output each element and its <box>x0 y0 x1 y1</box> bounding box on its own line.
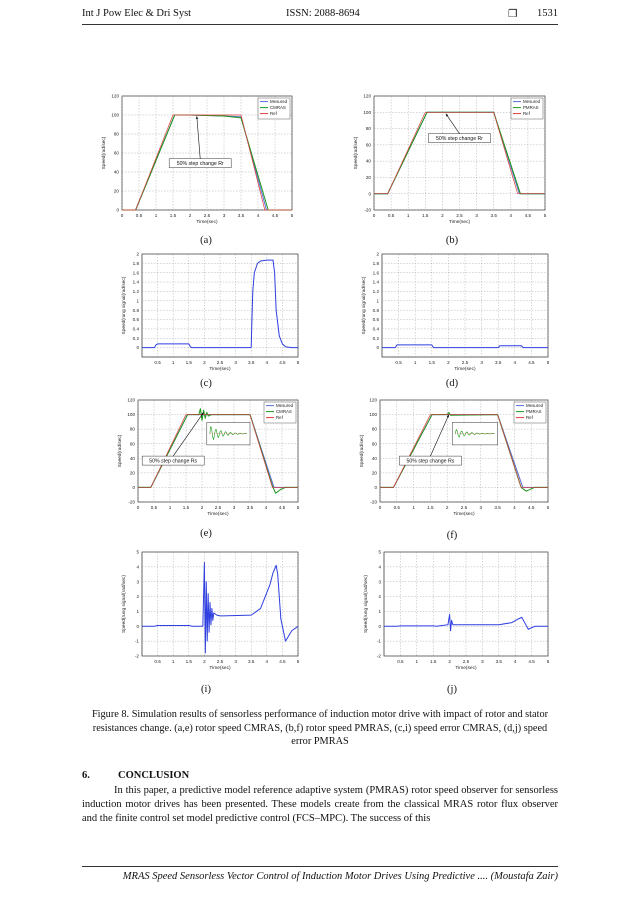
x-tick-label: 1.5 <box>428 360 435 365</box>
chart-j <box>354 548 552 676</box>
figure-caption: Figure 8. Simulation results of sensorless performance of induction motor drive with impact of rotor and stator resistances change. (a,e) rotor speed CMRAS, (b,f) rotor speed PMRAS, (c,i) speed error CMRAS, (d,j) speed error PMRAS <box>91 709 549 747</box>
y-axis-label: Speed(rad/sec) <box>360 434 365 468</box>
x-tick-label: 1 <box>412 505 415 510</box>
y-tick-label: 0.8 <box>132 307 139 313</box>
y-tick-label: 40 <box>371 455 377 461</box>
y-tick-label: 1.6 <box>132 270 139 276</box>
legend-entry: Ref <box>276 415 283 420</box>
y-tick-label: 120 <box>363 93 371 99</box>
chart-panel-e <box>112 396 302 524</box>
x-tick-label: 5 <box>296 360 300 365</box>
y-tick-label: 20 <box>365 175 371 181</box>
running-header <box>82 8 558 24</box>
x-tick-label: 4.5 <box>528 360 535 365</box>
x-axis-label: Time(sec) <box>207 512 229 517</box>
panel-label-b: (b) <box>445 235 459 246</box>
x-tick-label: 0.5 <box>135 213 143 218</box>
y-tick-label: 1.4 <box>372 279 379 285</box>
x-tick-label: 3.5 <box>248 360 255 365</box>
y-tick-label: 0 <box>136 345 139 351</box>
y-tick-label: 1.8 <box>132 260 139 266</box>
header-rule <box>82 24 558 25</box>
x-tick-label: 0.5 <box>395 360 402 365</box>
y-tick-label: -2 <box>134 653 139 659</box>
journal-name: Int J Pow Elec & Dri Syst <box>82 8 192 19</box>
chart-panel-j <box>354 548 552 676</box>
chart-e <box>112 396 302 524</box>
x-tick-label: 5 <box>296 659 300 664</box>
chart-i <box>112 548 302 676</box>
chart-c <box>112 250 302 375</box>
x-tick-label: 0 <box>120 213 124 218</box>
x-tick-label: 3.5 <box>490 213 497 218</box>
y-tick-label: 4 <box>136 564 139 570</box>
x-tick-label: 3 <box>234 360 237 365</box>
x-tick-label: 0 <box>378 505 382 510</box>
chart-a <box>96 92 296 232</box>
x-tick-label: 2.5 <box>456 213 463 218</box>
y-tick-label: 2 <box>136 251 139 257</box>
x-tick-label: 3 <box>479 505 483 510</box>
legend-entry: PMRAS <box>526 409 542 414</box>
x-tick-label: 1.5 <box>169 213 177 218</box>
x-tick-label: 2 <box>445 505 449 510</box>
x-tick-label: 0.5 <box>387 213 395 218</box>
y-tick-label: 5 <box>378 549 381 555</box>
x-tick-label: 2 <box>200 505 204 510</box>
panel-label-d: (d) <box>445 378 459 389</box>
x-tick-label: 1 <box>415 659 419 664</box>
y-tick-label: 0.2 <box>132 335 139 341</box>
x-tick-label: 4.5 <box>528 659 535 664</box>
x-axis-label: Time(sec) <box>196 220 218 225</box>
y-tick-label: 0.4 <box>132 326 139 332</box>
x-tick-label: 4 <box>265 360 269 365</box>
y-tick-label: 40 <box>365 158 371 164</box>
y-tick-label: 0.4 <box>372 326 379 332</box>
y-tick-label: 1 <box>378 609 381 615</box>
x-tick-label: 3.5 <box>495 659 502 664</box>
x-tick-label: 3 <box>234 659 237 664</box>
chart-panel-f <box>354 396 552 524</box>
y-tick-label: 2 <box>376 251 379 257</box>
y-tick-label: 5 <box>136 549 139 555</box>
legend-entry: Ref <box>270 111 277 116</box>
x-tick-label: 2 <box>188 213 192 218</box>
x-tick-label: 1 <box>413 360 417 365</box>
x-axis-label: Time(sec) <box>209 666 231 671</box>
y-tick-label: 1 <box>136 298 139 304</box>
x-tick-label: 4 <box>513 360 517 365</box>
y-tick-label: -1 <box>134 638 139 644</box>
y-tick-label: 0 <box>368 191 371 197</box>
panel-label-f: (f) <box>446 530 458 541</box>
y-tick-label: 1 <box>136 609 139 615</box>
x-tick-label: 1.5 <box>182 505 190 510</box>
y-tick-label: 60 <box>371 441 377 447</box>
y-tick-label: 1.2 <box>132 289 139 295</box>
y-tick-label: 20 <box>113 188 119 194</box>
x-tick-label: 5 <box>290 213 294 218</box>
x-tick-label: 0.5 <box>154 659 161 664</box>
y-tick-label: 0 <box>376 345 379 351</box>
legend-entry: CMRAS <box>276 409 292 414</box>
y-tick-label: 0.2 <box>372 335 379 341</box>
y-tick-label: 100 <box>363 109 371 115</box>
y-tick-label: 0 <box>116 207 119 213</box>
y-tick-label: 80 <box>365 126 371 132</box>
x-axis-label: Time(sec) <box>209 367 231 372</box>
x-axis-label: Time(sec) <box>455 666 477 671</box>
y-axis-label: Speed(rung signal(rad/sec) <box>122 276 127 335</box>
x-tick-label: 2.5 <box>462 659 470 664</box>
x-tick-label: 2 <box>441 213 444 218</box>
x-tick-label: 1.5 <box>422 213 429 218</box>
y-axis-label: Speed(rung signal(rad/sec) <box>362 276 367 335</box>
y-tick-label: 80 <box>113 131 119 137</box>
x-tick-label: 4 <box>513 505 516 510</box>
x-tick-label: 0.5 <box>397 659 404 664</box>
y-tick-label: 100 <box>111 112 119 118</box>
x-tick-label: 3.5 <box>494 505 501 510</box>
y-tick-label: 20 <box>129 470 135 476</box>
panel-label-j: (j) <box>447 684 457 695</box>
y-tick-label: 3 <box>378 579 381 585</box>
legend-entry: PMRAS <box>523 105 539 110</box>
x-tick-label: 3 <box>232 505 236 510</box>
x-tick-label: 3.5 <box>495 360 502 365</box>
x-tick-label: 3 <box>475 213 478 218</box>
y-axis-label: Speed(rad/sec) <box>102 136 107 170</box>
x-tick-label: 4.5 <box>279 360 286 365</box>
x-tick-label: 4.5 <box>528 505 535 510</box>
x-tick-label: 1.5 <box>185 659 192 664</box>
y-tick-label: 1.2 <box>372 289 379 295</box>
annotation-text: 50% step change Rr <box>176 161 224 168</box>
x-tick-label: 5 <box>546 659 550 664</box>
x-tick-label: 2.5 <box>216 360 224 365</box>
x-tick-label: 5 <box>546 505 550 510</box>
x-tick-label: 4.5 <box>279 659 286 664</box>
y-tick-label: 120 <box>127 397 135 403</box>
y-tick-label: 2 <box>136 594 139 600</box>
x-tick-label: 1 <box>171 659 175 664</box>
y-tick-label: 0 <box>374 485 377 491</box>
chart-f <box>354 396 552 524</box>
panel-label-c: (c) <box>200 378 212 389</box>
x-tick-label: 4 <box>509 213 513 218</box>
y-tick-label: 1.4 <box>132 279 139 285</box>
running-footer: MRAS Speed Sensorless Vector Control of Induction Motor Drives Using Predictive .... (Moustafa Zair) <box>82 866 558 882</box>
page-number: 1531 <box>537 8 558 19</box>
y-tick-label: 100 <box>127 412 135 418</box>
legend-entry: Mesured <box>270 99 288 104</box>
x-tick-label: 2.5 <box>214 505 222 510</box>
y-tick-label: -20 <box>128 499 135 505</box>
section-title: CONCLUSION <box>118 770 190 781</box>
issn: ISSN: 2088-8694 <box>286 8 360 19</box>
x-tick-label: 3 <box>481 659 484 664</box>
y-tick-label: 60 <box>113 150 119 156</box>
chart-panel-i <box>112 548 302 676</box>
x-axis-label: Time(sec) <box>454 367 476 372</box>
x-tick-label: 3.5 <box>248 659 255 664</box>
x-tick-label: 1.5 <box>185 360 192 365</box>
y-tick-label: 0.6 <box>132 317 139 323</box>
y-tick-label: 60 <box>365 142 371 148</box>
y-tick-label: -2 <box>376 653 381 659</box>
panel-label-i: (i) <box>201 684 211 695</box>
y-tick-label: 120 <box>111 93 119 99</box>
legend-entry: Mesured <box>276 403 294 408</box>
chart-panel-d <box>352 250 552 375</box>
y-tick-label: 80 <box>371 426 377 432</box>
legend-entry: CMRAS <box>270 105 286 110</box>
y-tick-label: 2 <box>378 594 381 600</box>
x-tick-label: 2 <box>447 360 450 365</box>
section-number: 6. <box>82 770 90 781</box>
x-tick-label: 4.5 <box>278 505 286 510</box>
y-axis-label: Speed(rung signal(rad/sec) <box>364 575 369 633</box>
x-tick-label: 0 <box>136 505 140 510</box>
y-axis-label: Speed(rad/sec) <box>354 136 359 170</box>
x-tick-label: 3.5 <box>237 213 245 218</box>
y-axis-label: Speed(rung signal(rad/sec) <box>122 575 127 633</box>
x-axis-label: Time(sec) <box>448 220 471 225</box>
x-axis-label: Time(sec) <box>453 512 475 517</box>
chart-panel-a <box>96 92 296 232</box>
y-tick-label: 0.8 <box>372 307 379 313</box>
x-tick-label: 2.5 <box>216 659 224 664</box>
y-tick-label: 0.6 <box>372 317 379 323</box>
x-tick-label: 1 <box>406 213 410 218</box>
y-tick-label: 3 <box>136 579 139 585</box>
x-tick-label: 1.5 <box>430 659 437 664</box>
x-tick-label: 4 <box>256 213 260 218</box>
x-tick-label: 2.5 <box>460 505 468 510</box>
x-tick-label: 4.5 <box>524 213 532 218</box>
annotation-text: 50% step change Rs <box>406 458 455 465</box>
x-tick-label: 3 <box>222 213 226 218</box>
x-tick-label: 1 <box>171 360 175 365</box>
x-tick-label: 4 <box>264 505 268 510</box>
x-tick-label: 2 <box>203 659 206 664</box>
x-tick-label: 2.5 <box>203 213 211 218</box>
y-tick-label: 40 <box>113 169 119 175</box>
x-tick-label: 5 <box>543 213 547 218</box>
panel-label-e: (e) <box>200 528 212 539</box>
x-tick-label: 4.5 <box>271 213 279 218</box>
legend-entry: Ref <box>523 111 530 116</box>
chart-panel-b <box>344 92 549 232</box>
section-heading <box>82 770 189 781</box>
y-tick-label: 60 <box>129 441 135 447</box>
y-tick-label: -20 <box>370 499 377 505</box>
panel-label-a: (a) <box>200 235 212 246</box>
y-tick-label: 40 <box>129 455 135 461</box>
x-tick-label: 0.5 <box>393 505 400 510</box>
x-tick-label: 0.5 <box>154 360 161 365</box>
y-tick-label: 0 <box>136 623 139 629</box>
legend-entry: Mesured <box>523 99 541 104</box>
annotation-text: 50% step change Rs <box>149 458 198 465</box>
y-tick-label: 80 <box>129 426 135 432</box>
x-tick-label: 1 <box>168 505 172 510</box>
x-tick-label: 5 <box>546 360 550 365</box>
x-tick-label: 2 <box>203 360 206 365</box>
x-tick-label: 4 <box>513 659 517 664</box>
legend-entry: Mesured <box>526 403 544 408</box>
legend-entry: Ref <box>526 415 533 420</box>
y-tick-label: 1.6 <box>372 270 379 276</box>
y-tick-label: 1.8 <box>372 260 379 266</box>
x-tick-label: 5 <box>296 505 300 510</box>
x-tick-label: 2 <box>448 659 451 664</box>
x-tick-label: 2.5 <box>461 360 469 365</box>
y-tick-label: 0 <box>132 485 135 491</box>
x-tick-label: 1.5 <box>427 505 434 510</box>
x-tick-label: 1 <box>154 213 158 218</box>
y-tick-label: 1 <box>376 298 379 304</box>
y-tick-label: 120 <box>369 397 377 403</box>
y-axis-label: Speed(rad/sec) <box>118 434 123 468</box>
section-paragraph: In this paper, a predictive model reference adaptive system (PMRAS) rotor speed observer for sensorless induction motor drives has been presented. These models create from the classical MRAS rotor flux observer and the finite control set model predictive control (FCS–MPC). The success of this <box>82 785 558 824</box>
chart-d <box>352 250 552 375</box>
box-glyph: ❒ <box>508 9 518 20</box>
y-tick-label: -20 <box>364 207 371 213</box>
x-tick-label: 0 <box>372 213 376 218</box>
x-tick-label: 4 <box>265 659 269 664</box>
y-tick-label: 20 <box>371 470 377 476</box>
x-tick-label: 0.5 <box>150 505 158 510</box>
x-tick-label: 3 <box>480 360 483 365</box>
x-tick-label: 3.5 <box>246 505 254 510</box>
y-tick-label: 4 <box>378 564 381 570</box>
chart-panel-c <box>112 250 302 375</box>
y-tick-label: -1 <box>376 638 381 644</box>
chart-b <box>344 92 549 232</box>
y-tick-label: 100 <box>369 412 377 418</box>
annotation-text: 50% step change Rr <box>435 136 484 143</box>
y-tick-label: 0 <box>378 623 381 629</box>
